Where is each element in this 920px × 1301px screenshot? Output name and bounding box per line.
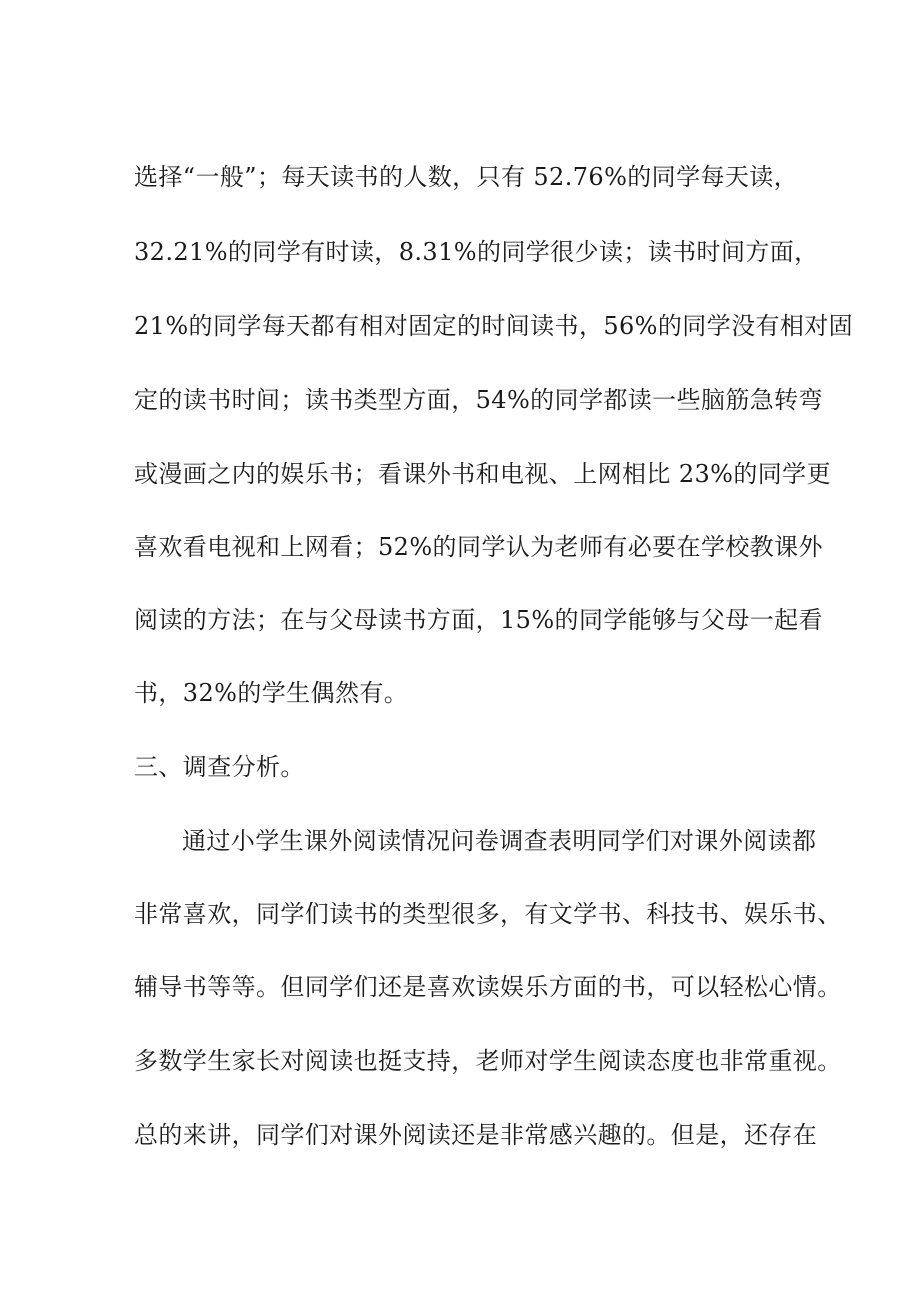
section-heading: 三、调查分析。: [134, 753, 305, 781]
paragraph-line-4: 定的读书时间；读书类型方面，54%的同学都读一些脑筋急转弯: [134, 386, 823, 414]
paragraph-line-9: 通过小学生课外阅读情况问卷调查表明同学们对课外阅读都: [182, 827, 817, 855]
paragraph-line-12: 多数学生家长对阅读也挺支持，老师对学生阅读态度也非常重视。: [134, 1047, 842, 1075]
paragraph-line-8: 书，32%的学生偶然有。: [134, 679, 409, 707]
paragraph-line-10: 非常喜欢，同学们读书的类型很多，有文学书、科技书、娱乐书、: [134, 900, 842, 928]
paragraph-line-1: 选择“一般”；每天读书的人数，只有 52.76%的同学每天读，: [134, 163, 799, 191]
paragraph-line-5: 或漫画之内的娱乐书；看课外书和电视、上网相比 23%的同学更: [134, 460, 831, 488]
paragraph-line-2: 32.21%的同学有时读，8.31%的同学很少读；读书时间方面，: [134, 238, 819, 266]
paragraph-line-11: 辅导书等等。但同学们还是喜欢读娱乐方面的书，可以轻松心情。: [134, 973, 842, 1001]
paragraph-line-13: 总的来讲，同学们对课外阅读还是非常感兴趣的。但是，还存在: [134, 1121, 818, 1149]
paragraph-line-3: 21%的同学每天都有相对固定的时间读书，56%的同学没有相对固: [134, 312, 854, 340]
paragraph-line-6: 喜欢看电视和上网看；52%的同学认为老师有必要在学校教课外: [134, 533, 823, 561]
paragraph-line-7: 阅读的方法；在与父母读书方面，15%的同学能够与父母一起看: [134, 606, 823, 634]
